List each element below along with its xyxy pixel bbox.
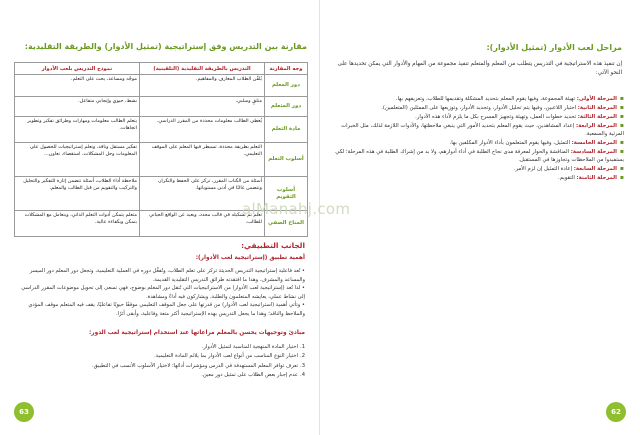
subsection-title: مبادئ وتوجيهات يحسن بالمعلم مراعاتها عند استخدام إستراتيجية لعب الدور: [88,330,305,336]
table-header: نموذج التدريس بلعب الأدوار [15,63,140,75]
list-item: ▪المرحلة الثانية: اختيار اللاعبين، وفيها يتم تحليل الأدوار، وتحديد الأدوار، وتوزيعها على الممثلين (المتعلمين). [381,103,624,111]
table-cell-criterion: مادة التعلم [264,117,307,143]
page-number: 62 [606,402,626,422]
list-item: ▪المرحلة الثامنة: التقويم. [558,174,624,182]
list-item: 2.اختيار النوع المناسب من أنواع لعب الأدوار بما يلائم المادة التعليمية. [154,353,305,360]
stages-title: مراحل لعب الأدوار (تمثيل الأدوار): [486,43,622,52]
table-cell-criterion: أسلوب التعلم [264,143,307,177]
table-row [15,75,308,97]
bullet-icon: ▪ [619,112,624,120]
section-title: الجانب التطبيقي: [241,241,305,250]
table-row [15,97,308,117]
comparison-title: مقارنة بين التدريس وفق إستراتيجية (تمثيل الأدوار) والطريقة التقليدية: [24,42,307,51]
body-text [13,267,305,319]
paragraph: • تُعد فاعلية إستراتيجية التدريس الحديثة تركز على تعلم الطلاب، وتُفعِّل دوره في العملية التعليمية، وتجعل دور المعلم دور الميسر والمساعد والمشرف. وهذا ما افتقدته طرائق التدريس التقليدية القديمة. [29,268,305,283]
intro-text: إن تنفيذ هذه الاستراتيجية في التدريس يتطلب من المعلم والمتعلم تنفيذ مجموعة من المهام والأدوار التي يمكن تحديدها على النحو الآتي: [337,61,622,76]
subsection-title: أهمية تطبيق (إستراتيجية لعب الأدوار): [195,255,305,261]
table-cell-criterion: أسلوب التقويم [264,177,307,211]
table-header: التدريس بالطريقة التقليدية (التلقينية) [140,63,265,75]
right-page [320,0,640,435]
table-cell: التعلم بطريقة محددة، تسيطر فيها المعلم على الموقف التعليمي. [140,143,265,177]
principles-list [13,343,305,381]
paragraph: • لذا تُعد (إستراتيجية لعب الأدوار) من الاستراتيجيات التي تُنقل دور المعلم بوضوح، فهي تسعى إلى تحويل موضوعات المقرر الدراسي إلى نشاط عملي، يعايشه المتعلمون والطلبة، ويشاركون فيه أداءً ومشاهدة. [21,285,305,300]
table-cell: يُعطى الطالب معلومات محددة من المقرر الدراسي. [140,117,265,143]
table-cell: يتعلم الطالب معلومات ومهارات وطرائق تفكير وتطوير اتجاهات. [15,117,140,143]
table-cell: متعلم يتمكن أدوات التعلم الذاتي، ويتعامل مع المشكلات بتمكن وبكفاءة عالية. [15,211,140,237]
list-item: ▪المرحلة الثالثة: تحديد خطوات العمل، وتهيئة وتجهيز المسرح بكل ما يلزم لأداء هذه الأدوار. [415,112,624,120]
list-item: 3.تعرف توافر المعلم المستهدفة في الدرس ومؤشرات أدائها؛ لاختيار الأسلوب الأنسب في التطبيق. [92,362,305,369]
list-item: ▪المرحلة الرابعة: إعداد المشاهدين، حيث يقوم المعلم بتحديد الأمور التي ينبغي ملاحظتها، والأدوات اللازمة لذلك، مثل الخبرات المرئية والسمعية. [341,121,624,138]
table-header-row [15,63,308,75]
table-cell: نشط، حيوي وإيجابي متفاعل. [15,97,140,117]
table-cell: أسئلة من الكتاب المقرر، تركز على الحفظ والتكرار، وتتضمن غالبًا في أدنى مستوياتها. [140,177,265,211]
list-item: ▪المرحلة الخامسة: التمثيل، وفيها يقوم المتعلمون بأداء الأدوار المكلفين بها. [449,139,624,147]
list-item: ▪المرحلة السابعة: إعادة التمثيل إن لزم الأمر. [513,165,624,173]
page-number: 63 [14,402,34,422]
bullet-icon: ▪ [619,121,624,129]
table-cell: يُلقّن الطلاب المعارف والمفاهيم. [140,75,265,97]
table-header: وجه المقارنة [264,63,307,75]
list-item: 4.عدم إجبار بعض الطلاب على تمثيل دور معين. [201,372,305,379]
bullet-icon: ▪ [619,139,624,147]
list-item: ▪المرحلة السادسة: المناقشة والحوار لمعرفة مدى نجاح الطلبة في أداء أدوارهم، ولا بد من إشراك الطلبة في هذه المرحلة؛ لكي يستفيدوا من الملاحظات وتجاوزها في المستقبل. [335,147,624,164]
table-cell-criterion: المناخ الصفي [264,211,307,237]
bullet-icon: ▪ [619,103,624,111]
table-cell: تفكير مستقل وناقد، وتعلم إستراتيجيات للحصول على المعلومات وحل المشكلات، استقصاء، تعاون... [15,143,140,177]
table-cell-criterion: دور المعلم [264,75,307,97]
bullet-icon: ▪ [619,165,624,173]
table-cell: تعلم تم تشكيله في قالب محدد، وبعيد عن الواقع الحياتي للطالب. [140,211,265,237]
bullet-icon: ▪ [619,147,624,155]
table-cell: موجّه ومساعد، يحث على التعلم. [15,75,140,97]
watermark: alManahj.com [242,200,351,218]
table-cell-criterion: دور المتعلم [264,97,307,117]
table-cell: متلقٍ وسلبي. [140,97,265,117]
paragraph: • وتأتي أهمية (استراتيجية لعب الأدوار) من قدرتها على جعل الموقف التعليمي موقفًا حيويًا تفاعليًا، يقف فيه المتعلم موقف المؤدي والملاحظ والناقد؛ وهذا ما يجعل التدريس بهذه الإستراتيجية أكثر متعة وفاعلية، وأبقى أثرًا. [28,302,305,317]
table-cell: ملاحظة أداء الطلاب، أسئلة تتضمن إثارة للتفكير والتحليل والتركيب والتقويم من قبل الطالب والمعلم. [15,177,140,211]
table-row [15,117,308,143]
stages-list [334,95,624,183]
bullet-icon: ▪ [619,95,624,102]
list-item: ▪المرحلة الأولى: تهيئة المجموعة، وفيها يقوم المعلم بتحديد المشكلة وتقديمها للطلاب، وتعريفهم بها. [395,95,624,102]
list-item: 1.اختيار المادة المنهجية المناسبة لتمثيل الأدوار. [201,344,305,350]
table-row [15,143,308,177]
bullet-icon: ▪ [619,174,624,182]
